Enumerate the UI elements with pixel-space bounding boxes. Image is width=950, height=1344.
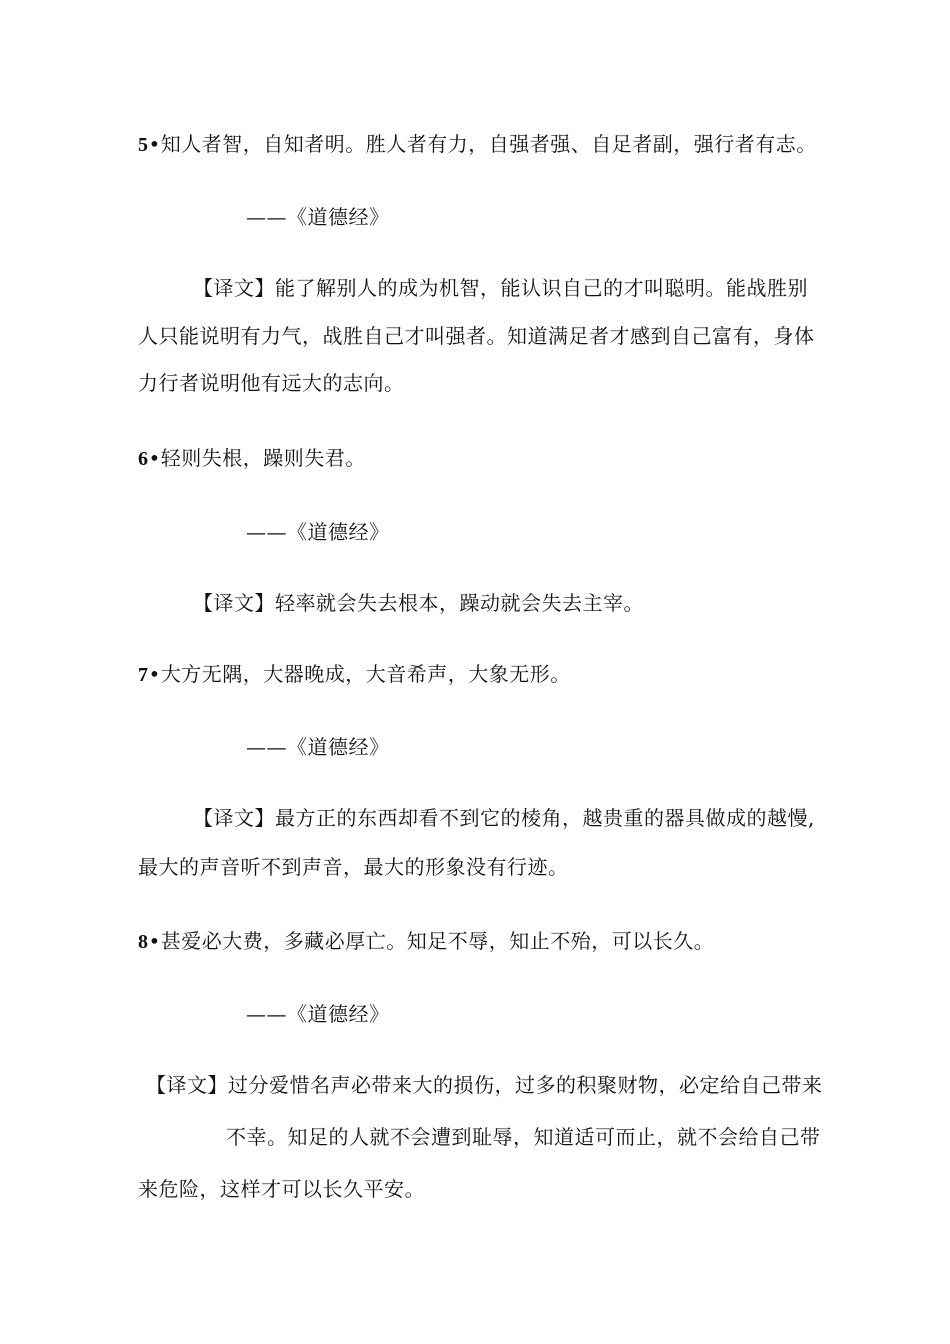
entry-5-translation-line-3: 力行者说明他有远大的志向。 [138,371,405,395]
entry-quote: 知人者智，自知者明。胜人者有力，自强者强、自足者副，强行者有志。 [160,132,817,156]
entry-number: 6 [138,448,149,470]
entry-8-translation-line-1: 【译文】过分爱惜名声必带来大的损伤，过多的积聚财物，必定给自己带来 [146,1073,823,1097]
entry-6-quote-line [138,444,366,473]
entry-5-source: ——《道德经》 [246,205,390,229]
entry-bullet: • [148,132,161,156]
entry-8-translation-line-3: 来危险，这样才可以长久平安。 [138,1177,425,1201]
entry-bullet: • [148,662,161,686]
entry-quote: 轻则失根，躁则失君。 [160,446,366,470]
entry-6-translation-line-1: 【译文】轻率就会失去根本，躁动就会失去主宰。 [193,591,644,615]
entry-7-source: ——《道德经》 [246,735,390,759]
entry-8-translation-line-2: 不幸。知足的人就不会遭到耻辱，知道适可而止，就不会给自己带 [226,1125,821,1149]
entry-bullet: • [148,446,161,470]
entry-6-source: ——《道德经》 [246,520,390,544]
entry-number: 7 [138,664,149,686]
entry-7-translation-line-1: 【译文】最方正的东西却看不到它的棱角，越贵重的器具做成的越慢, [193,806,815,830]
entry-5-quote-line [138,130,817,159]
entry-5-translation-line-1: 【译文】能了解别人的成为机智，能认识自己的才叫聪明。能战胜别 [193,276,808,300]
entry-quote: 甚爱必大费，多藏必厚亡。知足不辱，知止不殆，可以长久。 [160,929,715,953]
entry-5-translation-line-2: 人只能说明有力气，战胜自己才叫强者。知道满足者才感到自己富有，身体 [138,324,815,348]
entry-quote: 大方无隅，大器晚成，大音希声，大象无形。 [160,662,571,686]
entry-number: 8 [138,931,149,953]
entry-8-source: ——《道德经》 [246,1002,390,1026]
entry-8-quote-line [138,927,714,956]
entry-7-translation-line-2: 最大的声音听不到声音，最大的形象没有行迹。 [138,855,569,879]
entry-7-quote-line [138,660,571,689]
entry-number: 5 [138,134,149,156]
entry-bullet: • [148,929,161,953]
